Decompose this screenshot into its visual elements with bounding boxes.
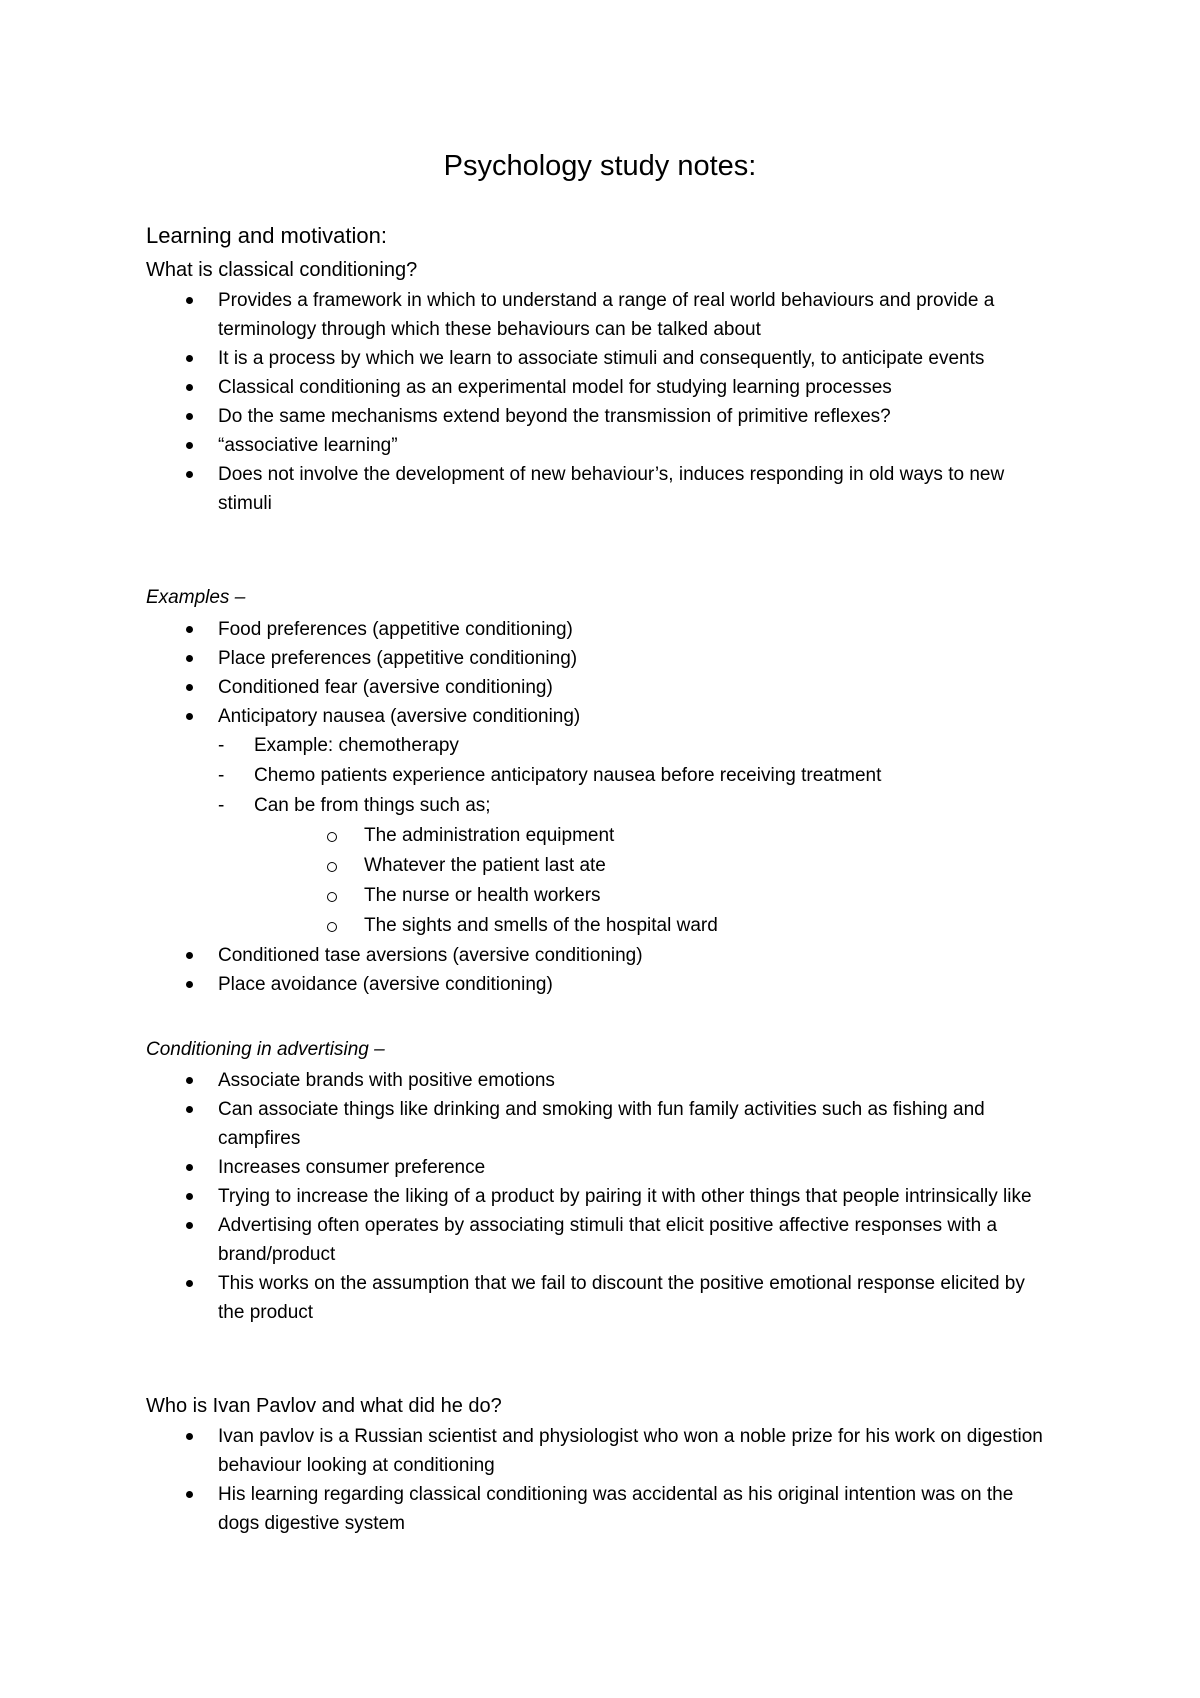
list-item: Associate brands with positive emotions [0,1066,1200,1095]
list-item: The nurse or health workers [254,881,1050,911]
bullet-icon [186,1491,193,1498]
list-item: Food preferences (appetitive conditioning) [0,615,1200,644]
circle-bullet-icon [327,892,337,902]
bullet-icon [186,1164,193,1171]
advertising-list [0,1066,1200,1327]
circle-bullet-icon [327,832,337,842]
list-item: - Chemo patients experience anticipatory nausea before receiving treatment [218,761,1050,791]
list-item: Increases consumer preference [0,1153,1200,1182]
dash-icon: - [218,765,225,786]
subheading-pavlov: Who is Ivan Pavlov and what did he do? [146,1395,502,1417]
list-item: Trying to increase the liking of a product by pairing it with other things that people intrinsically like [0,1182,1200,1211]
list-item: Do the same mechanisms extend beyond the transmission of primitive reflexes? [0,402,1200,431]
bullet-icon [186,626,193,633]
bullet-icon [186,442,193,449]
bullet-icon [186,952,193,959]
list-item: - Example: chemotherapy [218,731,1050,761]
list-item: This works on the assumption that we fail to discount the positive emotional response elicited by the product [0,1269,1200,1327]
bullet-icon [186,1222,193,1229]
list-item: Classical conditioning as an experimental model for studying learning processes [0,373,1200,402]
bullet-icon [186,684,193,691]
list-item: Provides a framework in which to understand a range of real world behaviours and provide a terminology through which these behaviours can be talked about [0,286,1200,344]
list-item: Advertising often operates by associating stimuli that elicit positive affective responses with a brand/product [0,1211,1200,1269]
nausea-sublist [218,731,1050,941]
dash-icon: - [218,795,225,816]
list-item: Whatever the patient last ate [254,851,1050,881]
list-item: Place avoidance (aversive conditioning) [0,970,1200,999]
examples-label: Examples – [146,587,246,608]
list-item: It is a process by which we learn to associate stimuli and consequently, to anticipate events [0,344,1200,373]
list-item: Ivan pavlov is a Russian scientist and physiologist who won a noble prize for his work on digestion behaviour looking at conditioning [0,1422,1200,1480]
bullet-icon [186,1193,193,1200]
bullet-icon [186,355,193,362]
bullet-icon [186,413,193,420]
list-item: Anticipatory nausea (aversive conditioning) - Example: chemotherapy - Chemo patients experience anticipatory nausea before receiving treatment - Can be from things such as; The administration equipment Whatever the patient last ate The nurse or health workers The sights and smells of the hospital ward [0,702,1200,941]
list-item: Can associate things like drinking and smoking with fun family activities such as fishing and campfires [0,1095,1200,1153]
list-item: - Can be from things such as; The administration equipment Whatever the patient last ate The nurse or health workers The sights and smells of the hospital ward [218,791,1050,941]
list-item: Does not involve the development of new behaviour’s, induces responding in old ways to new stimuli [0,460,1200,518]
triggers-sublist [254,821,1050,941]
list-item: “associative learning” [0,431,1200,460]
list-item: The administration equipment [254,821,1050,851]
section-heading-learning: Learning and motivation: [146,223,387,248]
list-item: Place preferences (appetitive conditioning) [0,644,1200,673]
bullet-icon [186,655,193,662]
classical-conditioning-list [0,286,1200,518]
page-title: Psychology study notes: [443,150,757,182]
circle-bullet-icon [327,862,337,872]
bullet-icon [186,1106,193,1113]
list-item: Conditioned fear (aversive conditioning) [0,673,1200,702]
list-item: The sights and smells of the hospital ward [254,911,1050,941]
pavlov-list [0,1422,1200,1538]
bullet-icon [186,1433,193,1440]
circle-bullet-icon [327,922,337,932]
advertising-label: Conditioning in advertising – [146,1039,385,1060]
bullet-icon [186,1280,193,1287]
examples-list [0,615,1200,999]
dash-icon: - [218,735,225,756]
list-item: His learning regarding classical conditioning was accidental as his original intention was on the dogs digestive system [0,1480,1200,1538]
bullet-icon [186,297,193,304]
bullet-icon [186,713,193,720]
bullet-icon [186,981,193,988]
list-item: Conditioned tase aversions (aversive conditioning) [0,941,1200,970]
subheading-classical-conditioning: What is classical conditioning? [146,259,418,281]
bullet-icon [186,471,193,478]
bullet-icon [186,1077,193,1084]
bullet-icon [186,384,193,391]
